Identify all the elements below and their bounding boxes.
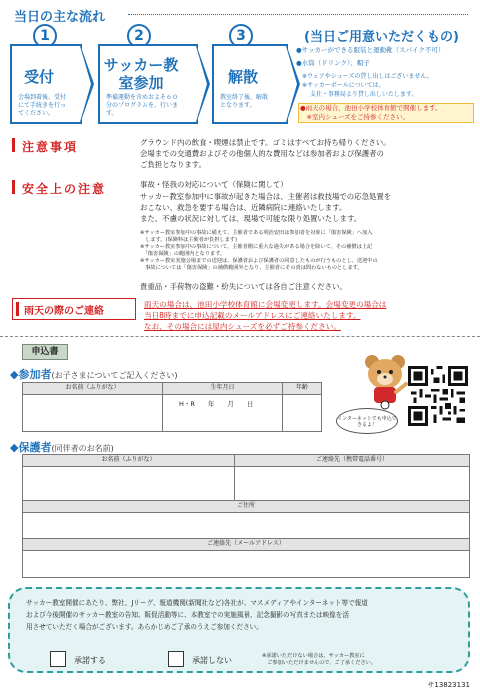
participant-age-field[interactable] xyxy=(283,395,321,431)
col-guardian-phone: ご連絡先（携帯電話番号） xyxy=(235,455,469,467)
speech-bubble: インターネットでも申込できるよ！ xyxy=(336,408,398,434)
prep-rain-note: ※室内シューズをご持参ください。 xyxy=(300,113,409,121)
notice-line: グラウンド内の飲食・喫煙は禁止です。ゴミはすべてお持ち帰りください。 xyxy=(140,138,391,147)
step-label: サッカー教室参加 xyxy=(103,56,179,92)
prep-item: ※ウェアやシューズの貸し出しはございません。 xyxy=(302,73,433,80)
valuables-note: 貴重品・手荷物の盗難・紛失については各自ご注意ください。 xyxy=(140,282,347,291)
rain-line: 当日8時までに申込記載のメールアドレスにご連絡いたします。 xyxy=(144,311,361,320)
prep-item: ※サッカーボールについては、 xyxy=(302,82,385,89)
notice-title: 注意事項 xyxy=(22,140,79,154)
consent-line: および今後開催のサッカー教室の告知、販促活動等に、本教室での実施風景、記念撮影の写真または映像を活 xyxy=(26,611,349,619)
step-number-1: 1 xyxy=(10,24,80,48)
col-email: ご連絡先（メールアドレス） xyxy=(23,539,469,551)
email-field[interactable] xyxy=(23,551,469,577)
safety-line: 事故・怪我の対応について（保険に関して） xyxy=(140,180,288,189)
step-label: 解散 xyxy=(227,68,258,86)
prep-item: ●サッカーができる服装と運動靴（スパイク不可） xyxy=(296,46,445,54)
section-bar xyxy=(12,138,15,152)
address-field[interactable] xyxy=(23,513,469,539)
step-number-2: 2 xyxy=(104,24,174,48)
guardian-table xyxy=(22,454,470,578)
col-name: お名前（ふりがな） xyxy=(23,383,163,395)
cut-line xyxy=(0,336,480,337)
safety-title: 安全上の注意 xyxy=(22,182,107,196)
col-birthdate: 生年月日 xyxy=(163,383,283,395)
participant-name-field[interactable] xyxy=(23,395,163,431)
safety-note: ※サッカー教室参加中の事故に備えて、主催者である明治安田は参加者を対象に「傷害保険」へ加入 xyxy=(140,230,373,236)
agree-checkbox[interactable] xyxy=(50,651,66,667)
notice-line: 会場までの交通費およびその他個人的な費用などは参加者および保護者の xyxy=(140,149,384,158)
prep-title: (当日ご用意いただくもの) xyxy=(304,30,459,45)
mascot-illustration xyxy=(362,350,408,410)
rain-title: 雨天の際のご連絡 xyxy=(24,306,104,317)
safety-line: おこない、救急を要する場合は、近隣病院に連絡いたします。 xyxy=(140,203,347,212)
rain-line: なお、その場合には屋内シューズを必ずご持参ください。 xyxy=(144,322,341,331)
safety-note: 「傷害保険」の範囲内となります。 xyxy=(140,251,226,257)
prep-rain-note: ●雨天の場合、池田小学校体育館で開催します。 xyxy=(300,104,442,112)
consent-note: ご参加いただけませんので、ご了承ください。 xyxy=(262,660,377,666)
guardian-name-field[interactable] xyxy=(23,467,235,501)
disagree-label: 承諾しない xyxy=(192,656,232,665)
qr-code[interactable] xyxy=(408,366,468,426)
step-reception xyxy=(10,44,82,124)
col-age: 年齢 xyxy=(283,383,321,395)
safety-note: します。(保険料は主催者が負担します) xyxy=(140,237,238,243)
participant-birthdate-field[interactable]: H・R 年 月 日 xyxy=(163,395,283,431)
agree-label: 承諾する xyxy=(74,656,106,665)
consent-line: 用させていただく場合がございます。あらかじめご了承のうえご参加ください。 xyxy=(26,623,263,631)
safety-note: 事故については「傷害保険」の補償範囲外となり、主催者にその責は問わないものとします。 xyxy=(140,265,363,271)
notice-line: ご負担となります。 xyxy=(140,160,206,169)
step-desc: 準備運動を含めおよそ６０分のプログラムを、行います。 xyxy=(106,94,179,117)
participant-table xyxy=(22,382,322,432)
guardian-heading: ◆保護者(同伴者のお名前) xyxy=(10,441,114,454)
section-bar xyxy=(12,180,15,194)
section-bar xyxy=(16,302,19,316)
step-desc: 教室終了後、解散となります。 xyxy=(220,94,269,109)
safety-note: ※サッカー教室参加中の事故について、主催者側に重大な過失がある場合を除いて、その補償は上記 xyxy=(140,244,373,250)
consent-note: ※承諾いただけない場合は、サッカー教室に xyxy=(262,653,365,659)
col-guardian-name: お名前（ふりがな） xyxy=(23,455,235,467)
step-number-3: 3 xyxy=(206,24,276,48)
col-address: ご住所 xyxy=(23,501,469,513)
prep-item: 支社・事務局より貸し出しいたします。 xyxy=(302,91,418,98)
prep-item: ●水筒（ドリンク）、帽子 xyxy=(296,59,370,67)
participant-heading: ◆参加者(お子さまについてご記入ください) xyxy=(10,368,178,381)
document-number: サ13823131 xyxy=(427,681,470,689)
application-badge: 申込書 xyxy=(22,344,68,360)
flow-divider xyxy=(128,14,468,15)
step-lesson xyxy=(98,44,198,124)
safety-line: また、不慮の状況に対しては、現場で可能な限り処置いたします。 xyxy=(140,214,362,223)
safety-note: ※サッカー教室実施会場までの送迎は、保護者および保護者の同意したものが行うものとし、送迎中の xyxy=(140,258,378,264)
guardian-phone-field[interactable] xyxy=(235,467,469,501)
rain-line: 雨天の場合は、池田小学校体育館に会場変更します。会場変更の場合は xyxy=(144,300,387,309)
disagree-checkbox[interactable] xyxy=(168,651,184,667)
flow-title: 当日の主な流れ xyxy=(14,10,106,25)
step-desc: 会場到着後、受付にて手続きを行ってください。 xyxy=(18,94,67,117)
step-label: 受付 xyxy=(23,68,54,86)
safety-line: サッカー教室参加中に事故が起きた場合は、主催者は救技場での応急処置を xyxy=(140,192,392,201)
consent-line: サッカー教室開催にあたり、弊社、Jリーグ、報道機関(新聞社など)各社が、マスメディアやインターネット等で報道 xyxy=(26,599,368,607)
step-dismissal xyxy=(212,44,288,124)
